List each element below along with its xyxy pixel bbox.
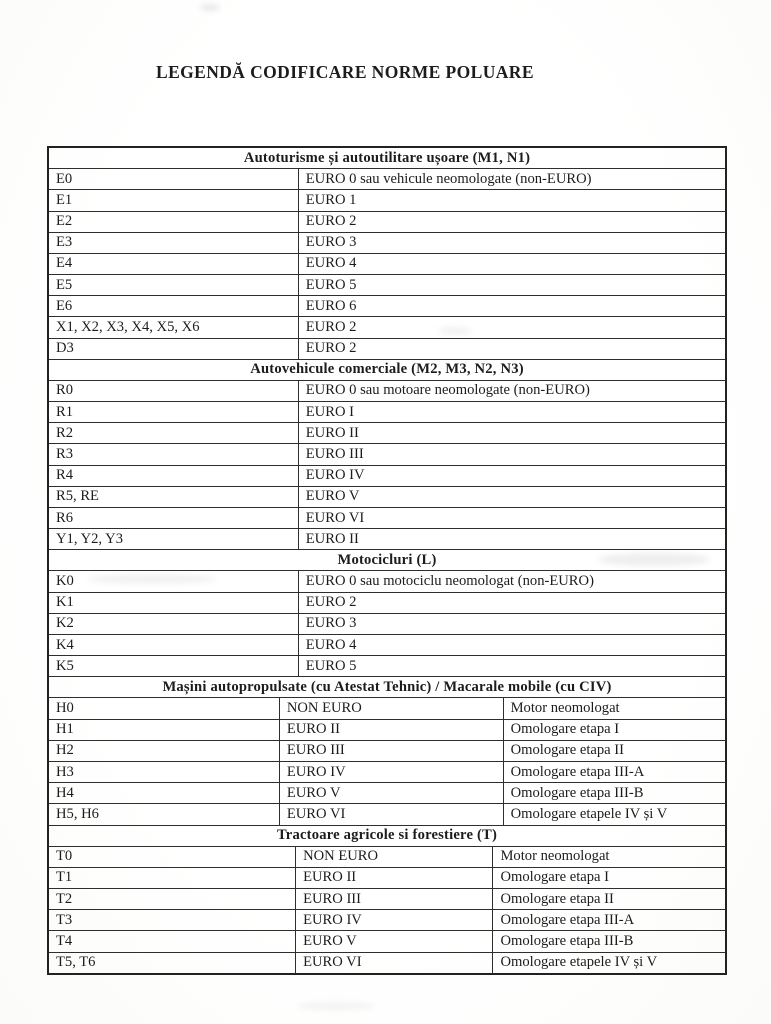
euro-norm-cell: EURO III: [298, 444, 725, 464]
euro-norm-cell: EURO V: [279, 783, 503, 803]
table-row: [49, 295, 725, 316]
homologation-cell: Omologare etapele IV și V: [503, 804, 725, 824]
homologation-cell: Omologare etapele IV și V: [492, 953, 725, 973]
euro-norm-cell: EURO IV: [295, 910, 492, 930]
section-header: Mașini autopropulsate (cu Atestat Tehnic) / Macarale mobile (cu CIV): [49, 676, 725, 697]
homologation-cell: Omologare etapa II: [503, 741, 725, 761]
table-row: [49, 952, 725, 973]
table-row: [49, 846, 725, 867]
code-cell: H5, H6: [56, 805, 99, 822]
euro-norm-cell: EURO II: [295, 868, 492, 888]
code-cell: R0: [56, 382, 74, 399]
code-cell: R2: [56, 424, 74, 441]
code-cell: K0: [56, 573, 74, 590]
code-cell: D3: [56, 340, 74, 357]
table-row: [49, 867, 725, 888]
euro-norm-cell: EURO II: [279, 720, 503, 740]
homologation-cell: Omologare etapa I: [492, 868, 725, 888]
table-row: [49, 507, 725, 528]
euro-norm-cell: EURO VI: [295, 953, 492, 973]
table-row: [49, 486, 725, 507]
homologation-cell: Omologare etapa III-A: [492, 910, 725, 930]
section-header: Motocicluri (L): [49, 549, 725, 570]
table-row: [49, 274, 725, 295]
code-cell: Y1, Y2, Y3: [56, 530, 124, 547]
code-cell: E1: [56, 191, 73, 208]
code-cell: T3: [56, 911, 73, 928]
euro-norm-cell: EURO II: [298, 529, 725, 549]
table-row: [49, 168, 725, 189]
euro-norm-cell: EURO V: [298, 487, 725, 507]
table-row: [49, 401, 725, 422]
code-cell: T4: [56, 932, 73, 949]
legend-table: [47, 146, 727, 975]
code-cell: H4: [56, 784, 74, 801]
euro-norm-cell: EURO II: [298, 423, 725, 443]
code-cell: E3: [56, 234, 73, 251]
table-row: [49, 380, 725, 401]
page-title: LEGENDĂ CODIFICARE NORME POLUARE: [156, 62, 534, 82]
table-row: [49, 316, 725, 337]
table-row: [49, 338, 725, 359]
homologation-cell: Omologare etapa III-A: [503, 762, 725, 782]
euro-norm-cell: EURO 6: [298, 296, 725, 316]
table-row: [49, 465, 725, 486]
euro-norm-cell: EURO 2: [298, 339, 725, 359]
euro-norm-cell: EURO 0 sau vehicule neomologate (non-EURO): [298, 169, 725, 189]
code-cell: H3: [56, 763, 74, 780]
code-cell: E4: [56, 255, 73, 272]
section-header: Tractoare agricole si forestiere (T): [49, 825, 725, 846]
code-cell: R6: [56, 509, 74, 526]
code-cell: R3: [56, 445, 74, 462]
table-row: [49, 253, 725, 274]
homologation-cell: Omologare etapa III-B: [503, 783, 725, 803]
euro-norm-cell: EURO 4: [298, 635, 725, 655]
homologation-cell: Motor neomologat: [492, 847, 725, 867]
code-cell: T2: [56, 890, 73, 907]
euro-norm-cell: EURO 3: [298, 233, 725, 253]
euro-norm-cell: EURO 2: [298, 317, 725, 337]
table-row: [49, 211, 725, 232]
euro-norm-cell: EURO 5: [298, 656, 725, 676]
table-row: [49, 443, 725, 464]
table-row: [49, 528, 725, 549]
euro-norm-cell: EURO 1: [298, 190, 725, 210]
code-cell: K4: [56, 636, 74, 653]
table-row: [49, 592, 725, 613]
table-row: [49, 189, 725, 210]
homologation-cell: Omologare etapa I: [503, 720, 725, 740]
euro-norm-cell: EURO 2: [298, 593, 725, 613]
table-row: [49, 930, 725, 951]
euro-norm-cell: EURO III: [295, 889, 492, 909]
code-cell: E2: [56, 213, 73, 230]
scan-artifact: [296, 1002, 376, 1010]
table-row: [49, 422, 725, 443]
code-cell: K5: [56, 657, 74, 674]
euro-norm-cell: EURO 2: [298, 212, 725, 232]
euro-norm-cell: NON EURO: [279, 698, 503, 718]
code-cell: K1: [56, 594, 74, 611]
euro-norm-cell: EURO IV: [279, 762, 503, 782]
code-cell: R1: [56, 403, 74, 420]
code-cell: E0: [56, 170, 73, 187]
code-cell: E6: [56, 297, 73, 314]
section-header: Autoturisme și autoutilitare ușoare (M1, N1): [243, 149, 531, 166]
euro-norm-cell: EURO VI: [279, 804, 503, 824]
code-cell: T5, T6: [56, 954, 96, 971]
table-row: [49, 697, 725, 718]
table-row: [49, 888, 725, 909]
homologation-cell: Omologare etapa III-B: [492, 931, 725, 951]
euro-norm-cell: EURO 3: [298, 614, 725, 634]
table-row: [49, 803, 725, 824]
euro-norm-cell: EURO III: [279, 741, 503, 761]
code-cell: R5, RE: [56, 488, 99, 505]
section-header: Autovehicule comerciale (M2, M3, N2, N3): [49, 359, 725, 380]
code-cell: R4: [56, 467, 74, 484]
homologation-cell: Motor neomologat: [503, 698, 725, 718]
table-row: [49, 740, 725, 761]
table-row: [49, 634, 725, 655]
euro-norm-cell: EURO 0 sau motociclu neomologat (non-EURO): [298, 571, 725, 591]
euro-norm-cell: EURO 5: [298, 275, 725, 295]
euro-norm-cell: EURO VI: [298, 508, 725, 528]
code-cell: K2: [56, 615, 74, 632]
euro-norm-cell: EURO 4: [298, 254, 725, 274]
table-row: [49, 655, 725, 676]
code-cell: T1: [56, 869, 73, 886]
homologation-cell: Omologare etapa II: [492, 889, 725, 909]
table-row: [49, 719, 725, 740]
code-cell: X1, X2, X3, X4, X5, X6: [56, 318, 200, 335]
code-cell: H2: [56, 742, 74, 759]
euro-norm-cell: NON EURO: [295, 847, 492, 867]
euro-norm-cell: EURO IV: [298, 466, 725, 486]
table-row: [49, 232, 725, 253]
table-row: [49, 782, 725, 803]
scan-artifact: [200, 4, 220, 11]
code-cell: T0: [56, 848, 73, 865]
table-row: [49, 761, 725, 782]
table-row: [49, 613, 725, 634]
code-cell: H0: [56, 700, 74, 717]
euro-norm-cell: EURO I: [298, 402, 725, 422]
table-row: [49, 909, 725, 930]
code-cell: H1: [56, 721, 74, 738]
euro-norm-cell: EURO 0 sau motoare neomologate (non-EURO): [298, 381, 725, 401]
code-cell: E5: [56, 276, 73, 293]
euro-norm-cell: EURO V: [295, 931, 492, 951]
table-row: [49, 570, 725, 591]
